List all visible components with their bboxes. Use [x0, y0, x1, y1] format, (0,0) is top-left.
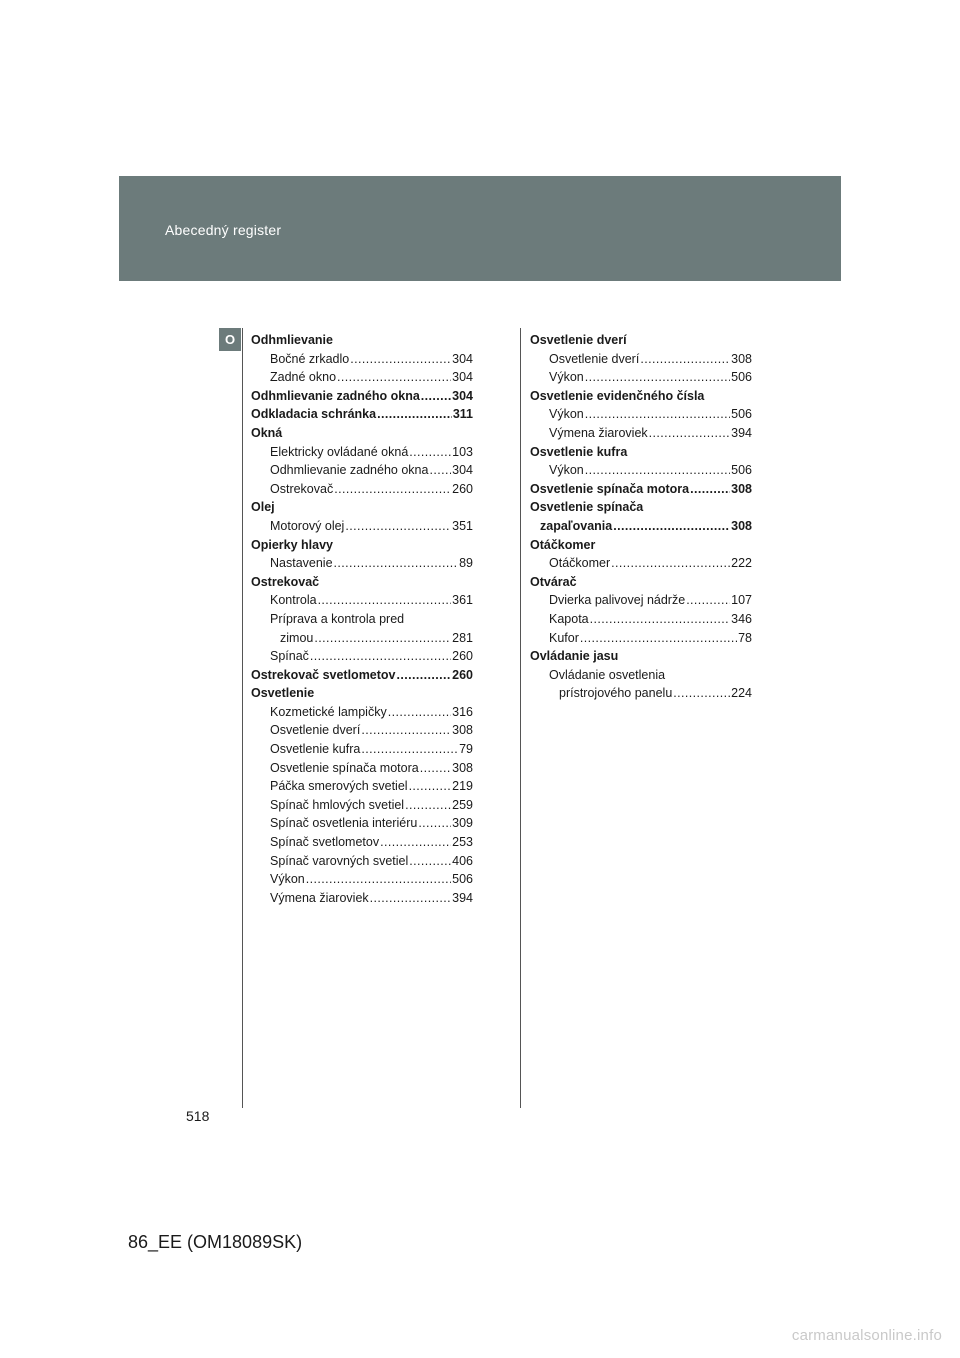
index-entry	[251, 759, 473, 778]
index-entry	[251, 554, 473, 573]
entry-page: 219	[452, 779, 473, 794]
entry-label: Ovládanie osvetlenia	[549, 667, 666, 682]
entry-page: 506	[731, 407, 752, 422]
index-entry	[251, 387, 473, 406]
leader-dots	[405, 796, 451, 815]
entry-page: 260	[452, 667, 473, 682]
leader-dots	[409, 777, 452, 796]
entry-label: Odhmlievanie zadného okna	[251, 388, 420, 403]
index-entry	[530, 331, 752, 350]
index-entry	[530, 573, 752, 592]
entry-label: prístrojového panelu	[559, 686, 673, 701]
index-entry	[530, 684, 752, 703]
leader-dots	[361, 721, 451, 740]
leader-dots	[397, 666, 452, 685]
index-entry	[251, 610, 473, 629]
entry-page: 260	[452, 649, 473, 664]
entry-page: 506	[731, 463, 752, 478]
leader-dots	[380, 833, 451, 852]
column-divider-left	[242, 328, 243, 1108]
leader-dots	[585, 461, 730, 480]
entry-page: 260	[452, 481, 473, 496]
entry-label: Kapota	[549, 611, 589, 626]
entry-label: Výmena žiaroviek	[270, 890, 369, 905]
entry-label: Bočné zrkadlo	[270, 351, 350, 366]
entry-label: Výmena žiaroviek	[549, 425, 648, 440]
index-entry	[251, 591, 473, 610]
leader-dots	[409, 443, 451, 462]
leader-dots	[318, 591, 452, 610]
entry-label: Opierky hlavy	[251, 537, 333, 552]
index-letter-tab: O	[219, 328, 241, 351]
watermark: carmanualsonline.info	[791, 1327, 942, 1344]
entry-label: Výkon	[549, 463, 584, 478]
entry-page: 103	[452, 444, 473, 459]
entry-label: Osvetlenie evidenčného čísla	[530, 388, 705, 403]
entry-label: Ostrekovač	[251, 574, 320, 589]
entry-label: Odhmlievanie	[251, 333, 333, 347]
entry-label: zimou	[280, 630, 314, 645]
leader-dots	[314, 629, 451, 648]
entry-label: Osvetlenie spínača motora	[530, 481, 690, 496]
entry-label: Osvetlenie dverí	[270, 723, 361, 738]
index-entry	[251, 740, 473, 759]
index-entry	[251, 368, 473, 387]
index-entry	[530, 629, 752, 648]
section-title: Abecedný register	[165, 222, 282, 238]
leader-dots	[350, 350, 451, 369]
entry-label: Osvetlenie dverí	[549, 351, 640, 366]
index-entry	[530, 405, 752, 424]
leader-dots	[421, 387, 451, 406]
index-entry	[251, 833, 473, 852]
entry-page: 89	[459, 556, 473, 571]
entry-label: Ostrekovač svetlometov	[251, 667, 396, 682]
entry-page: 304	[452, 388, 473, 403]
leader-dots	[388, 703, 451, 722]
entry-label: Kozmetické lampičky	[270, 704, 387, 719]
index-entry	[530, 350, 752, 369]
index-entry	[251, 721, 473, 740]
index-entry	[530, 443, 752, 462]
entry-label: Osvetlenie dverí	[530, 333, 627, 347]
leader-dots	[420, 759, 451, 778]
entry-label: Osvetlenie kufra	[270, 742, 361, 757]
entry-page: 346	[731, 611, 752, 626]
entry-label: Otáčkomer	[549, 556, 611, 571]
index-entry	[251, 796, 473, 815]
index-entry	[530, 647, 752, 666]
page-number: 518	[186, 1108, 210, 1124]
entry-page: 304	[452, 351, 473, 366]
entry-label: Spínač hmlových svetiel	[270, 797, 405, 812]
index-entry	[251, 684, 473, 703]
leader-dots	[429, 461, 451, 480]
index-entry	[530, 498, 752, 517]
leader-dots	[337, 368, 451, 387]
leader-dots	[377, 405, 452, 424]
leader-dots	[590, 610, 731, 629]
index-column-right	[530, 331, 752, 703]
index-entry	[251, 777, 473, 796]
entry-label: Osvetlenie spínača motora	[270, 760, 419, 775]
entry-page: 222	[731, 556, 752, 571]
leader-dots	[334, 480, 451, 499]
leader-dots	[613, 517, 730, 536]
entry-page: 309	[452, 816, 473, 831]
index-entry	[530, 368, 752, 387]
index-entry	[530, 610, 752, 629]
index-entry	[530, 387, 752, 406]
entry-page: 394	[452, 890, 473, 905]
index-entry	[251, 424, 473, 443]
index-entry	[251, 536, 473, 555]
index-entry	[530, 517, 752, 536]
leader-dots	[418, 814, 451, 833]
index-entry	[251, 666, 473, 685]
entry-label: Ostrekovač	[270, 481, 334, 496]
entry-label: Motorový olej	[270, 518, 345, 533]
entry-label: zapaľovania	[540, 518, 613, 533]
leader-dots	[686, 591, 730, 610]
index-entry	[251, 517, 473, 536]
leader-dots	[690, 480, 730, 499]
leader-dots	[585, 405, 730, 424]
index-column-left	[251, 331, 473, 907]
document-code: 86_EE (OM18089SK)	[128, 1232, 303, 1252]
leader-dots	[370, 889, 451, 908]
index-entry	[251, 647, 473, 666]
entry-page: 78	[738, 630, 752, 645]
index-entry	[530, 480, 752, 499]
entry-label: Spínač varovných svetiel	[270, 853, 409, 868]
entry-label: Páčka smerových svetiel	[270, 779, 408, 794]
index-entry	[251, 573, 473, 592]
leader-dots	[345, 517, 451, 536]
entry-label: Otáčkomer	[530, 537, 596, 552]
column-divider-middle	[520, 328, 521, 1108]
entry-label: Nastavenie	[270, 556, 333, 571]
index-entry	[251, 852, 473, 871]
entry-label: Kufor	[549, 630, 579, 645]
entry-page: 281	[452, 630, 473, 645]
entry-page: 506	[452, 872, 473, 887]
entry-page: 361	[452, 593, 473, 608]
index-entry	[530, 554, 752, 573]
entry-page: 253	[452, 835, 473, 850]
leader-dots	[640, 350, 730, 369]
index-entry	[530, 591, 752, 610]
entry-label: Otvárač	[530, 574, 577, 589]
entry-page: 304	[452, 463, 473, 478]
entry-label: Elektricky ovládané okná	[270, 444, 409, 459]
entry-page: 406	[452, 853, 473, 868]
index-entry	[251, 498, 473, 517]
index-entry	[251, 331, 473, 350]
entry-label: Príprava a kontrola pred	[270, 611, 405, 626]
entry-label: Osvetlenie kufra	[530, 444, 628, 459]
entry-label: Okná	[251, 425, 283, 440]
entry-label: Výkon	[270, 872, 305, 887]
entry-label: Osvetlenie spínača	[530, 500, 644, 515]
entry-page: 308	[731, 481, 752, 496]
entry-page: 308	[731, 351, 752, 366]
leader-dots	[306, 870, 451, 889]
index-entry	[251, 889, 473, 908]
entry-label: Kontrola	[270, 593, 317, 608]
leader-dots	[585, 368, 730, 387]
entry-label: Výkon	[549, 370, 584, 385]
entry-page: 308	[452, 723, 473, 738]
index-entry	[251, 870, 473, 889]
entry-page: 79	[459, 742, 473, 757]
index-entry	[251, 405, 473, 424]
index-entry	[251, 480, 473, 499]
entry-page: 308	[731, 518, 752, 533]
index-entry	[251, 461, 473, 480]
entry-page: 308	[452, 760, 473, 775]
index-entry	[251, 443, 473, 462]
leader-dots	[673, 684, 730, 703]
leader-dots	[580, 629, 737, 648]
section-header-band	[119, 176, 841, 281]
index-entry	[530, 536, 752, 555]
entry-label: Ovládanie jasu	[530, 649, 619, 664]
entry-page: 224	[731, 686, 752, 701]
entry-page: 304	[452, 370, 473, 385]
entry-label: Výkon	[549, 407, 584, 422]
entry-label: Zadné okno	[270, 370, 337, 385]
index-entry	[251, 814, 473, 833]
leader-dots	[611, 554, 730, 573]
entry-page: 351	[452, 518, 473, 533]
entry-label: Spínač osvetlenia interiéru	[270, 816, 418, 831]
entry-label: Dvierka palivovej nádrže	[549, 593, 686, 608]
index-entry	[530, 461, 752, 480]
index-entry	[530, 424, 752, 443]
index-entry	[251, 703, 473, 722]
entry-label: Spínač svetlometov	[270, 835, 380, 850]
leader-dots	[409, 852, 451, 871]
entry-page: 107	[731, 593, 752, 608]
entry-label: Osvetlenie	[251, 686, 315, 701]
index-entry	[251, 350, 473, 369]
entry-page: 311	[452, 407, 473, 422]
entry-page: 506	[731, 370, 752, 385]
entry-page: 316	[452, 704, 473, 719]
leader-dots	[310, 647, 451, 666]
entry-label: Spínač	[270, 649, 309, 664]
leader-dots	[361, 740, 458, 759]
entry-page: 259	[452, 797, 473, 812]
entry-label: Odhmlievanie zadného okna	[270, 463, 429, 478]
leader-dots	[649, 424, 730, 443]
entry-label: Odkladacia schránka	[251, 407, 377, 422]
entry-label: Olej	[251, 500, 275, 515]
index-entry	[530, 666, 752, 685]
leader-dots	[334, 554, 459, 573]
index-entry	[251, 629, 473, 648]
entry-page: 394	[731, 425, 752, 440]
